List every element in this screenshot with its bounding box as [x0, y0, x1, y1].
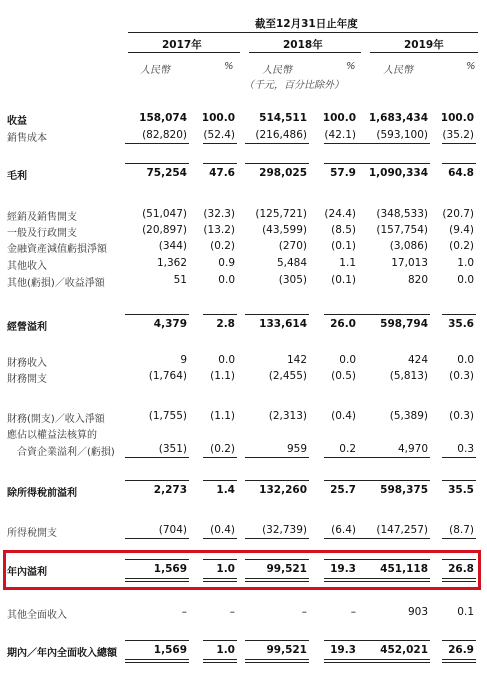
total-double-rule: [324, 659, 358, 660]
row-value: 1.4: [216, 484, 235, 496]
row-value: 0.0: [218, 354, 235, 366]
row-value: 0.0: [457, 274, 474, 286]
subtotal-rule: [442, 640, 476, 641]
subtotal-rule: [245, 480, 309, 481]
row-value: 75,254: [146, 167, 187, 179]
row-label: 其他(虧損)／收益淨額: [7, 278, 105, 289]
unit-note: （千元，百分比除外）: [244, 80, 344, 91]
period-rule: [128, 32, 478, 33]
row-value: (270): [278, 240, 307, 252]
row-value: (43,599): [262, 224, 307, 236]
row-value: (1.1): [210, 370, 235, 382]
row-value: (0.4): [331, 410, 356, 422]
row-value: 298,025: [259, 167, 307, 179]
row-label: 除所得稅前溢利: [7, 488, 77, 499]
row-value: 26.8: [448, 563, 474, 575]
row-value: (51,047): [142, 208, 187, 220]
subtotal-rule: [245, 163, 309, 164]
section-rule: [125, 538, 189, 539]
total-double-rule: [245, 662, 309, 663]
total-double-rule: [125, 581, 189, 582]
subtotal-rule: [358, 480, 430, 481]
row-value: 1.0: [216, 644, 235, 656]
row-value: 0.0: [457, 354, 474, 366]
subtotal-rule: [324, 480, 358, 481]
row-value: 1.0: [457, 257, 474, 269]
total-double-rule: [203, 659, 237, 660]
row-value: (0.1): [331, 240, 356, 252]
row-value: (1.1): [210, 410, 235, 422]
row-value: –: [301, 606, 307, 618]
row-value: (0.1): [331, 274, 356, 286]
row-value: 0.0: [339, 354, 356, 366]
row-label: 其他全面收入: [7, 610, 67, 621]
row-value: –: [229, 606, 235, 618]
total-double-rule: [442, 662, 476, 663]
row-label: 收益: [7, 116, 27, 127]
row-value: 100.0: [322, 112, 356, 124]
row-value: (8.7): [449, 524, 474, 536]
total-double-rule: [125, 662, 189, 663]
subtotal-rule: [358, 559, 430, 560]
row-value: (1,755): [148, 410, 187, 422]
section-rule: [324, 143, 358, 144]
row-value: 598,375: [380, 484, 428, 496]
subtotal-rule: [125, 314, 189, 315]
total-double-rule: [358, 581, 430, 582]
row-label: 期內／年內全面收入總額: [7, 648, 117, 659]
row-value: 35.6: [448, 318, 474, 330]
subtotal-rule: [125, 480, 189, 481]
total-double-rule: [358, 578, 430, 579]
row-value: 19.3: [330, 644, 356, 656]
row-label: 合資企業溢利／(虧損): [17, 447, 115, 458]
section-rule: [358, 538, 430, 539]
section-rule: [203, 538, 237, 539]
row-label: 所得稅開支: [7, 528, 57, 539]
subtotal-rule: [324, 163, 358, 164]
row-value: 1,362: [156, 257, 187, 269]
row-value: (5,389): [389, 410, 428, 422]
row-label: 經銷及銷售開支: [7, 212, 77, 223]
row-value: (3,086): [389, 240, 428, 252]
row-value: (32,739): [262, 524, 307, 536]
row-value: (351): [158, 443, 187, 455]
row-value: (42.1): [324, 129, 356, 141]
row-value: 514,511: [259, 112, 307, 124]
row-label: 毛利: [7, 171, 27, 182]
total-double-rule: [245, 659, 309, 660]
subtotal-rule: [442, 559, 476, 560]
row-value: 598,794: [380, 318, 428, 330]
row-value: 452,021: [380, 644, 428, 656]
subtotal-rule: [245, 640, 309, 641]
row-value: (8.5): [331, 224, 356, 236]
subtotal-rule: [125, 640, 189, 641]
year-2018-rule: [249, 52, 361, 53]
row-label: 年內溢利: [7, 567, 47, 578]
section-rule: [324, 457, 358, 458]
subtotal-rule: [442, 163, 476, 164]
row-value: 100.0: [440, 112, 474, 124]
row-label: 財務開支: [7, 374, 47, 385]
section-rule: [442, 457, 476, 458]
year-2018: 2018年: [283, 39, 323, 51]
row-value: –: [181, 606, 187, 618]
row-value: 4,970: [397, 443, 428, 455]
row-value: (157,754): [376, 224, 428, 236]
row-value: (24.4): [324, 208, 356, 220]
subtotal-rule: [203, 314, 237, 315]
row-value: (5,813): [389, 370, 428, 382]
row-value: 0.9: [218, 257, 235, 269]
row-label: 經營溢利: [7, 322, 47, 333]
row-value: 2.8: [216, 318, 235, 330]
period-header: 截至12月31日止年度: [255, 18, 358, 30]
subtotal-rule: [203, 480, 237, 481]
pct-2017: %: [224, 61, 234, 72]
section-rule: [358, 143, 430, 144]
section-rule: [245, 457, 309, 458]
row-value: (344): [158, 240, 187, 252]
row-value: 64.8: [448, 167, 474, 179]
row-value: (593,100): [376, 129, 428, 141]
subtotal-rule: [324, 559, 358, 560]
row-value: 26.0: [330, 318, 356, 330]
section-rule: [442, 538, 476, 539]
row-value: (20.7): [442, 208, 474, 220]
total-double-rule: [203, 581, 237, 582]
subtotal-rule: [442, 480, 476, 481]
subtotal-rule: [324, 314, 358, 315]
row-value: (0.5): [331, 370, 356, 382]
total-double-rule: [203, 578, 237, 579]
pct-2018: %: [346, 61, 356, 72]
year-2017: 2017年: [162, 39, 202, 51]
row-value: 26.9: [448, 644, 474, 656]
row-value: (147,257): [376, 524, 428, 536]
row-value: (0.3): [449, 410, 474, 422]
row-value: 99,521: [266, 563, 307, 575]
row-value: (0.2): [449, 240, 474, 252]
subtotal-rule: [324, 640, 358, 641]
total-double-rule: [442, 581, 476, 582]
section-rule: [324, 538, 358, 539]
row-label: 銷售成本: [7, 133, 47, 144]
section-rule: [358, 457, 430, 458]
row-value: 100.0: [201, 112, 235, 124]
row-value: (82,820): [142, 129, 187, 141]
subtotal-rule: [358, 640, 430, 641]
subtotal-rule: [125, 163, 189, 164]
row-value: (9.4): [449, 224, 474, 236]
subtotal-rule: [245, 314, 309, 315]
row-value: (6.4): [331, 524, 356, 536]
total-double-rule: [125, 578, 189, 579]
row-value: 133,614: [259, 318, 307, 330]
total-double-rule: [245, 581, 309, 582]
row-value: (125,721): [255, 208, 307, 220]
section-rule: [203, 143, 237, 144]
row-value: 0.0: [218, 274, 235, 286]
subtotal-rule: [203, 163, 237, 164]
row-value: (32.3): [203, 208, 235, 220]
row-value: 158,074: [139, 112, 187, 124]
total-double-rule: [442, 578, 476, 579]
row-value: 903: [407, 606, 428, 618]
row-value: 1,683,434: [368, 112, 428, 124]
rmb-2019: 人民幣: [383, 65, 413, 76]
subtotal-rule: [442, 314, 476, 315]
row-value: 959: [286, 443, 307, 455]
row-value: 820: [407, 274, 428, 286]
row-value: 5,484: [276, 257, 307, 269]
row-label: 其他收入: [7, 261, 47, 272]
section-rule: [245, 538, 309, 539]
row-value: (20,897): [142, 224, 187, 236]
row-value: 424: [407, 354, 428, 366]
row-value: –: [350, 606, 356, 618]
row-value: 57.9: [330, 167, 356, 179]
row-value: 1,569: [153, 644, 187, 656]
total-double-rule: [358, 662, 430, 663]
row-value: (0.2): [210, 443, 235, 455]
year-2019-rule: [370, 52, 478, 53]
total-double-rule: [324, 578, 358, 579]
row-value: (216,486): [255, 129, 307, 141]
row-value: (0.3): [449, 370, 474, 382]
row-value: 25.7: [330, 484, 356, 496]
total-double-rule: [442, 659, 476, 660]
row-value: (13.2): [203, 224, 235, 236]
row-value: 142: [286, 354, 307, 366]
section-rule: [245, 143, 309, 144]
section-rule: [442, 143, 476, 144]
rmb-2018: 人民幣: [262, 65, 292, 76]
pct-2019: %: [466, 61, 476, 72]
row-value: 1.0: [216, 563, 235, 575]
row-value: 99,521: [266, 644, 307, 656]
row-value: 47.6: [209, 167, 235, 179]
row-label: 財務收入: [7, 358, 47, 369]
total-double-rule: [358, 659, 430, 660]
row-value: 451,118: [380, 563, 428, 575]
rmb-2017: 人民幣: [140, 65, 170, 76]
row-value: (2,313): [268, 410, 307, 422]
total-double-rule: [324, 662, 358, 663]
subtotal-rule: [203, 559, 237, 560]
total-double-rule: [203, 662, 237, 663]
year-2017-rule: [128, 52, 240, 53]
row-value: (0.2): [210, 240, 235, 252]
row-value: 4,379: [153, 318, 187, 330]
row-value: 51: [173, 274, 187, 286]
section-rule: [125, 457, 189, 458]
row-value: (35.2): [442, 129, 474, 141]
row-value: 35.5: [448, 484, 474, 496]
row-value: 2,273: [153, 484, 187, 496]
row-value: (2,455): [268, 370, 307, 382]
total-double-rule: [324, 581, 358, 582]
row-value: 17,013: [391, 257, 428, 269]
row-label: 財務(開支)／收入淨額: [7, 414, 105, 425]
row-label: 一般及行政開支: [7, 228, 77, 239]
subtotal-rule: [245, 559, 309, 560]
subtotal-rule: [203, 640, 237, 641]
subtotal-rule: [358, 163, 430, 164]
row-value: (52.4): [203, 129, 235, 141]
row-value: 19.3: [330, 563, 356, 575]
row-value: (348,533): [376, 208, 428, 220]
row-value: 1,090,334: [368, 167, 428, 179]
subtotal-rule: [358, 314, 430, 315]
total-double-rule: [125, 659, 189, 660]
row-value: (0.4): [210, 524, 235, 536]
section-rule: [125, 143, 189, 144]
row-value: (1,764): [148, 370, 187, 382]
row-value: (305): [278, 274, 307, 286]
row-label: 應佔以權益法核算的: [7, 430, 97, 441]
section-rule: [203, 457, 237, 458]
row-value: 9: [180, 354, 187, 366]
row-value: 0.2: [339, 443, 356, 455]
row-label: 金融資產減值虧損淨額: [7, 244, 107, 255]
row-value: 0.3: [457, 443, 474, 455]
year-2019: 2019年: [404, 39, 444, 51]
row-value: 132,260: [259, 484, 307, 496]
total-double-rule: [245, 578, 309, 579]
row-value: 0.1: [457, 606, 474, 618]
row-value: (704): [158, 524, 187, 536]
subtotal-rule: [125, 559, 189, 560]
row-value: 1.1: [339, 257, 356, 269]
row-value: 1,569: [153, 563, 187, 575]
